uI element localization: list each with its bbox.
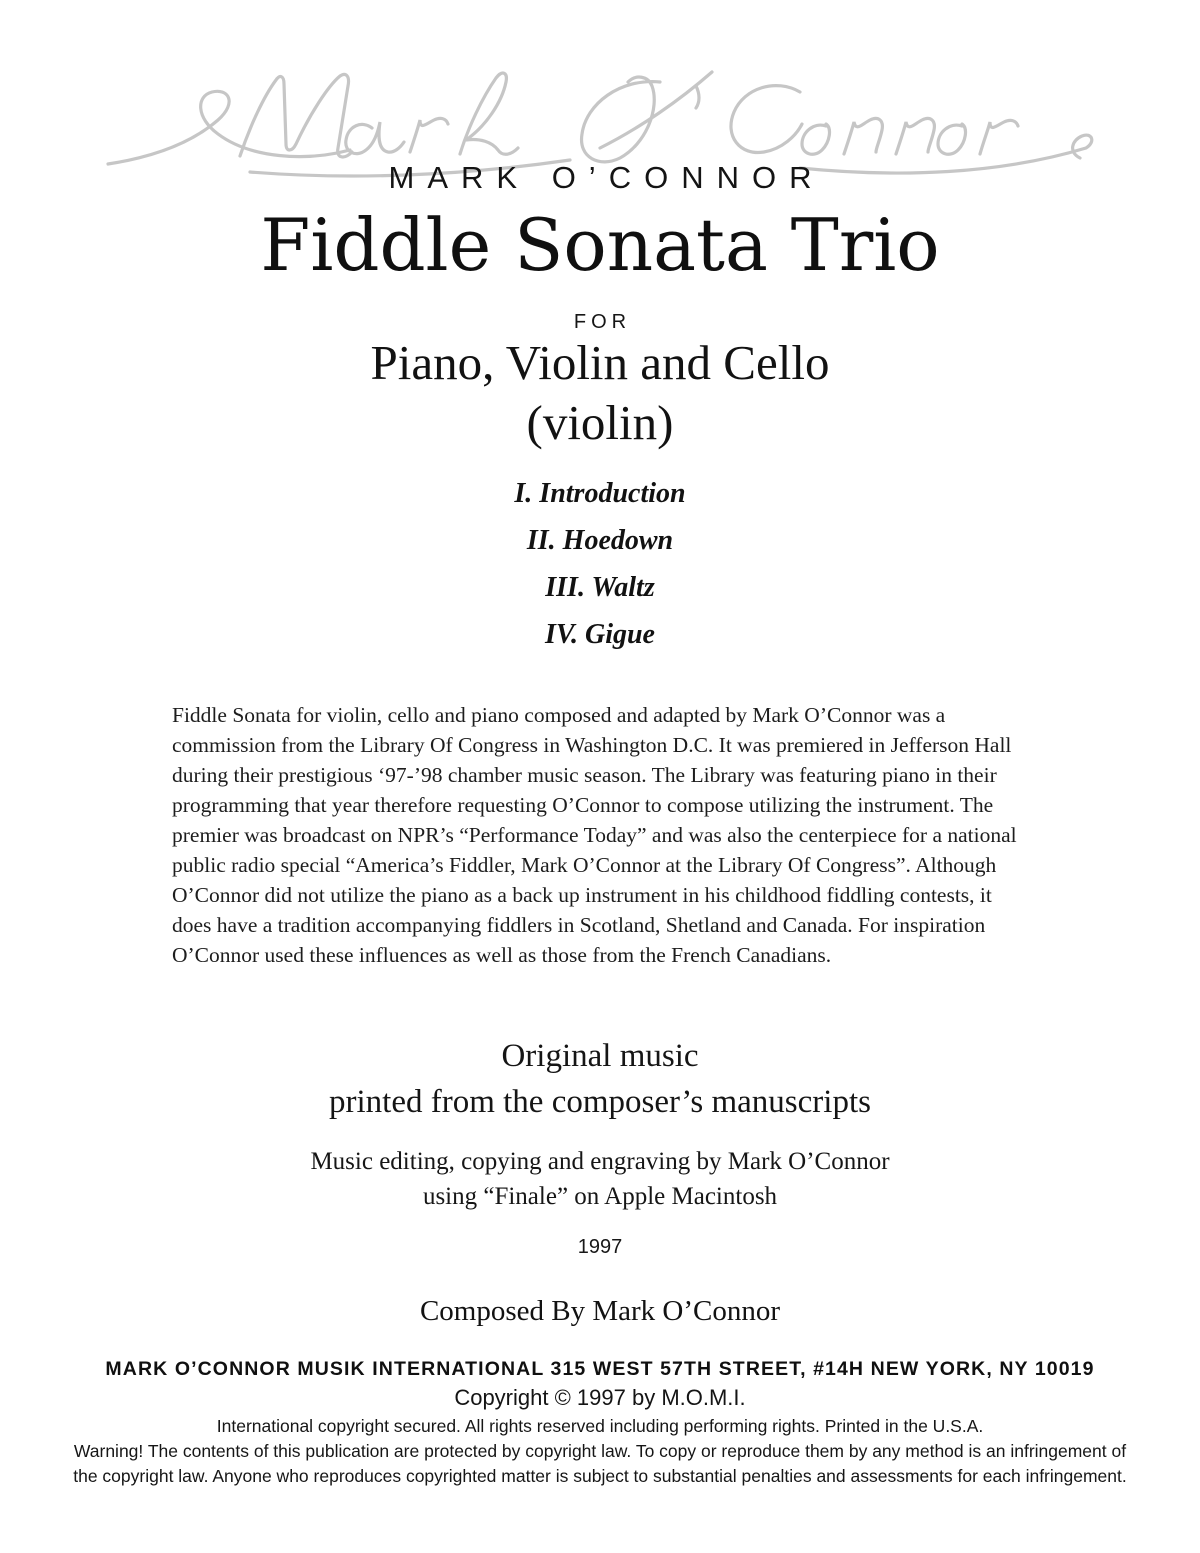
credits-line-2: using “Finale” on Apple Macintosh [422,1183,778,1210]
composed-by: Composed By Mark O’Connor [419,1295,781,1327]
year: 1997 [577,1236,623,1258]
publisher-address: MARK O’CONNOR MUSIK INTERNATIONAL 315 WEST 57TH STREET, #14H NEW YORK, NY 10019 [105,1358,1095,1380]
composer-name: MARK O’CONNOR [388,160,825,195]
rights-line: International copyright secured. All rights reserved including performing rights. Printed in the U.S.A. [216,1416,984,1436]
movement-item: III. Waltz [545,572,655,603]
for-label: FOR [573,311,632,333]
original-music-line-1: Original music [501,1038,699,1074]
copyright-warning: Warning! The contents of this publication are protected by copyright law. To copy or reproduce them by any method is an infringement of the copyright law. Anyone who reproduces copyrighted matter is subject to substantial penalties and assessments for each infringement. [73,1441,1127,1486]
footer [0,1356,1200,1489]
credits-line-1: Music editing, copying and engraving by Mark O’Connor [310,1148,890,1175]
program-note: Fiddle Sonata for violin, cello and piano composed and adapted by Mark O’Connor was a commission from the Library Of Congress in Washington D.C. It was premiered in Jefferson Hall during their prestigious ‘97-’98 chamber music season. The Library was featuring piano in their programming that year therefore requesting O’Connor to compose utilizing the instrument. The premier was broadcast on NPR’s “Performance Today” and was also the centerpiece for a national public radio special “America’s Fiddler, Mark O’Connor at the Library Of Congress”. Although O’Connor did not utilize the piano as a back up instrument in his childhood fiddling contests, it does have a tradition accompanying fiddlers in Scotland, Shetland and Canada. For inspiration O’Connor used these influences as well as those from the French Canadians. [172,703,1017,967]
movement-item: II. Hoedown [526,525,674,556]
movement-item: I. Introduction [514,478,686,509]
movement-item: IV. Gigue [545,619,655,650]
original-music-block [0,1033,1200,1125]
original-music-line-2: printed from the composer’s manuscripts [329,1084,871,1120]
part-note: (violin) [526,395,674,450]
instrumentation: Piano, Violin and Cello [370,335,830,390]
page-title: Fiddle Sonata Trio [260,203,940,287]
copyright-line: Copyright © 1997 by M.O.M.I. [454,1385,746,1410]
movement-list [0,470,1200,658]
credits-block [0,1144,1200,1214]
